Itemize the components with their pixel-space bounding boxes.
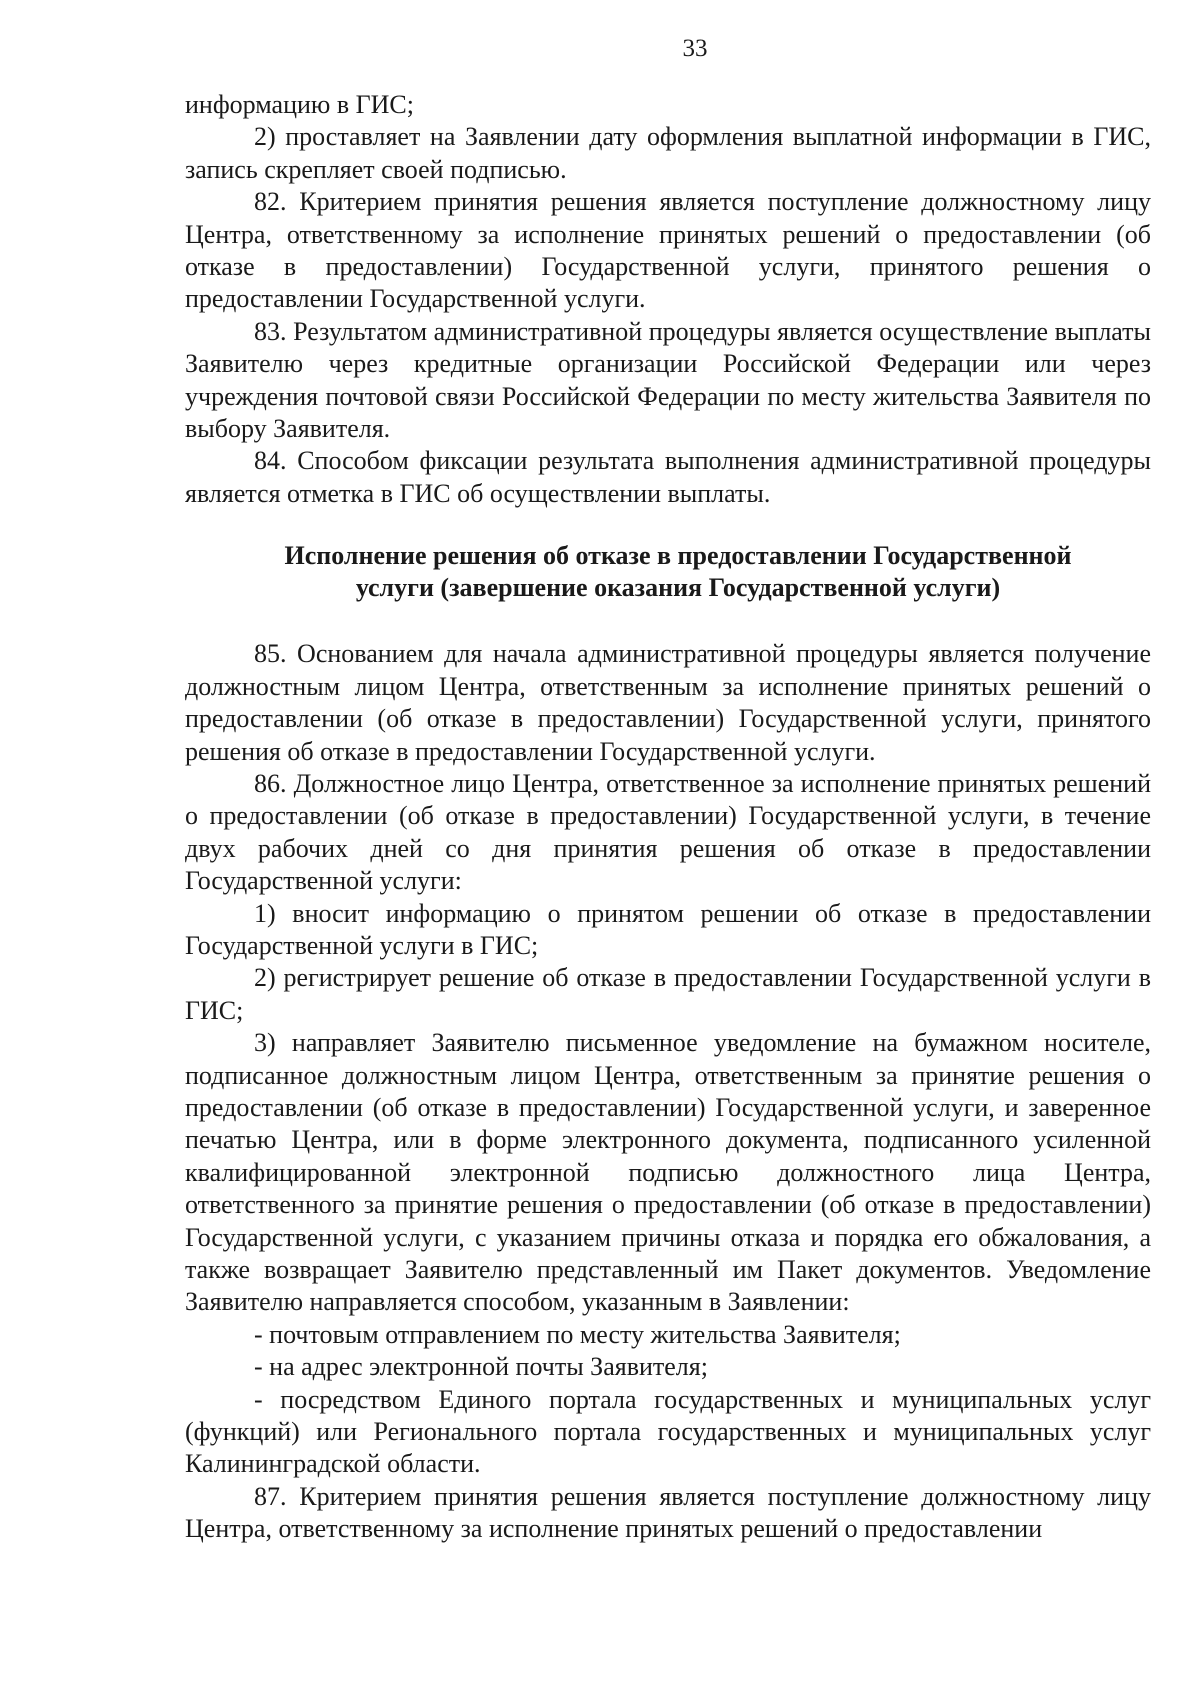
list-item-portal: - посредством Единого портала государственных и муниципальных услуг (функций) или Регионального портала государственных и муниципальных услуг Калининградской области. [185,1384,1151,1479]
section-heading-line-1: Исполнение решения об отказе в предоставлении Государственной [284,541,1072,571]
paragraph-86-item-2: 2) регистрирует решение об отказе в предоставлении Государственной услуги в ГИС; [185,963,1151,1025]
paragraph-87: 87. Критерием принятия решения является поступление должностному лицу Центра, ответственному за исполнение принятых решений о предоставлении [185,1481,1151,1544]
paragraph-86-item-1: 1) вносит информацию о принятом решении об отказе в предоставлении Государственной услуги в ГИС; [185,898,1151,960]
paragraph-82: 82. Критерием принятия решения является поступление должностному лицу Центра, ответственному за исполнение принятых решений о предоставлении (об отказе в предоставлении) Государственной услуги, принятого решения о предоставлении Государственной услуги. [185,187,1151,314]
document-body [185,89,1151,1546]
paragraph-85: 85. Основанием для начала административной процедуры является получение должностным лицом Центра, ответственным за исполнение принятых решений о предоставлении (об отказе в предоставлении) Государственной услуги, принятого решения об отказе в предоставлении Государственной услуги. [185,639,1151,766]
page-number: 33 [682,35,708,62]
paragraph-83: 83. Результатом административной процедуры является осуществление выплаты Заявителю через кредитные организации Российской Федерации или через учреждения почтовой связи Российской Федерации по месту жительства Заявителя по выбору Заявителя. [185,316,1151,444]
spacer [185,604,1151,638]
paragraph-86: 86. Должностное лицо Центра, ответственное за исполнение принятых решений о предоставлении (об отказе в предоставлении) Государственной услуги, в течение двух рабочих дней со дня принятия решения об отказе в предоставлении Государственной услуги: [185,768,1151,896]
section-heading-line-2: услуги (завершение оказания Государственной услуги) [355,573,1001,603]
paragraph-continuation: информацию в ГИС; [185,90,414,119]
list-item-postal: - почтовым отправлением по месту жительства Заявителя; [254,1319,901,1349]
paragraph-81-item-2: 2) проставляет на Заявлении дату оформления выплатной информации в ГИС, запись скрепляет своей подписью. [185,122,1151,184]
paragraph-86-item-3: 3) направляет Заявителю письменное уведомление на бумажном носителе, подписанное должностным лицом Центра, ответственным за принятие решения о предоставлении (об отказе в предоставлении) Государственной услуги, и заверенное печатью Центра, или в форме электронного документа, подписанного усиленной квалифицированной электронной подписью должностного лица Центра, ответственного за принятие решения о предоставлении (об отказе в предоставлении) Государственной услуги, с указанием причины отказа и порядка его обжалования, а также возвращает Заявителю представленный им Пакет документов. Уведомление Заявителю направляется способом, указанным в Заявлении: [185,1028,1151,1317]
list-item-email: - на адрес электронной почты Заявителя; [254,1352,708,1382]
paragraph-84: 84. Способом фиксации результата выполнения административной процедуры является отметка в ГИС об осуществлении выплаты. [185,446,1151,508]
spacer [185,510,1151,540]
section-heading [185,540,1151,604]
